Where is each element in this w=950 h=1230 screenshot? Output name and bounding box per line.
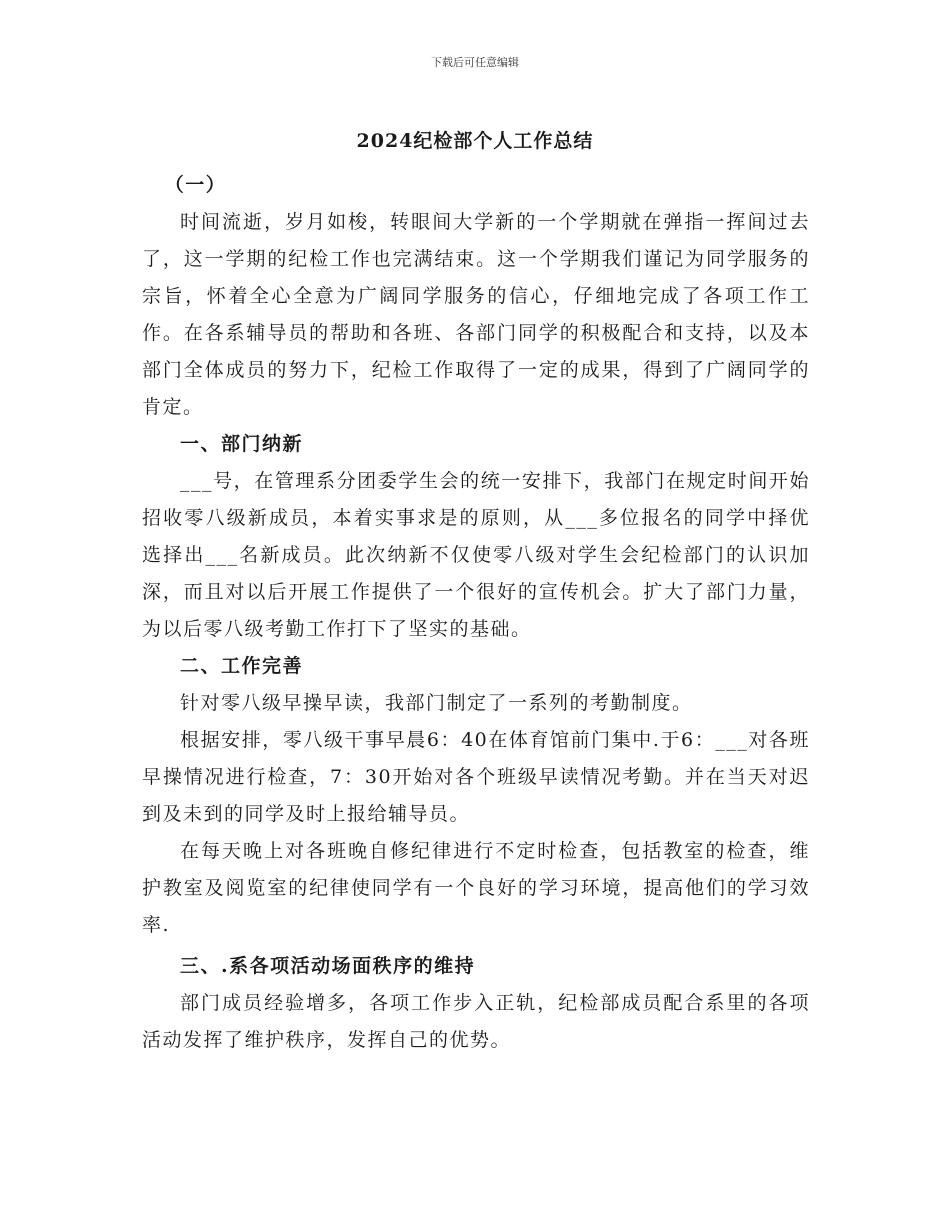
section-3-paragraph: 部门成员经验增多，各项工作步入正轨，纪检部成员配合系里的各项活动发挥了维护秩序，发挥自己的优势。 [142,992,810,1051]
document-title: 2024纪检部个人工作总结 [356,130,594,152]
intro-paragraph: 时间流逝，岁月如梭，转眼间大学新的一个学期就在弹指一挥间过去了，这一学期的纪检工作也完满结束。这一个学期我们谨记为同学服务的宗旨，怀着全心全意为广阔同学服务的信心，仔细地完成了各项工作工作。在各系辅导员的帮助和各班、各部门同学的积极配合和支持，以及本部门全体成员的努力下，纪检工作取得了一定的成果，得到了广阔同学的肯定。 [142,211,810,418]
header-note: 下载后可任意编辑 [431,56,519,69]
section-2-paragraph-c: 在每天晚上对各班晚自修纪律进行不定时检查，包括教室的检查，维护教室及阅览室的纪律使同学有一个良好的学习环境，提高他们的学习效率. [142,840,810,936]
section-2-paragraph-b: 根据安排，零八级干事早晨6：40在体育馆前门集中.于6：___对各班早操情况进行检查，7：30开始对各个班级早读情况考勤。并在当天对迟到及未到的同学及时上报给辅导员。 [142,729,810,825]
section-1-paragraph: ___号，在管理系分团委学生会的统一安排下，我部门在规定时间开始招收零八级新成员，本着实事求是的原则，从___多位报名的同学中择优选择出___名新成员。此次纳新不仅使零八级对学生会纪检部门的认识加深，而且对以后开展工作提供了一个很好的宣传机会。扩大了部门力量，为以后零八级考勤工作打下了坚实的基础。 [142,470,810,640]
section-heading-1: 一、部门纳新 [180,433,304,455]
document-body [142,167,810,1059]
part-label: （一） [164,174,227,196]
section-2-paragraph-a: 针对零八级早操早读，我部门制定了一系列的考勤制度。 [180,692,693,714]
section-heading-3: 三、.系各项活动场面秩序的维持 [180,955,476,977]
section-heading-2: 二、工作完善 [180,655,304,677]
